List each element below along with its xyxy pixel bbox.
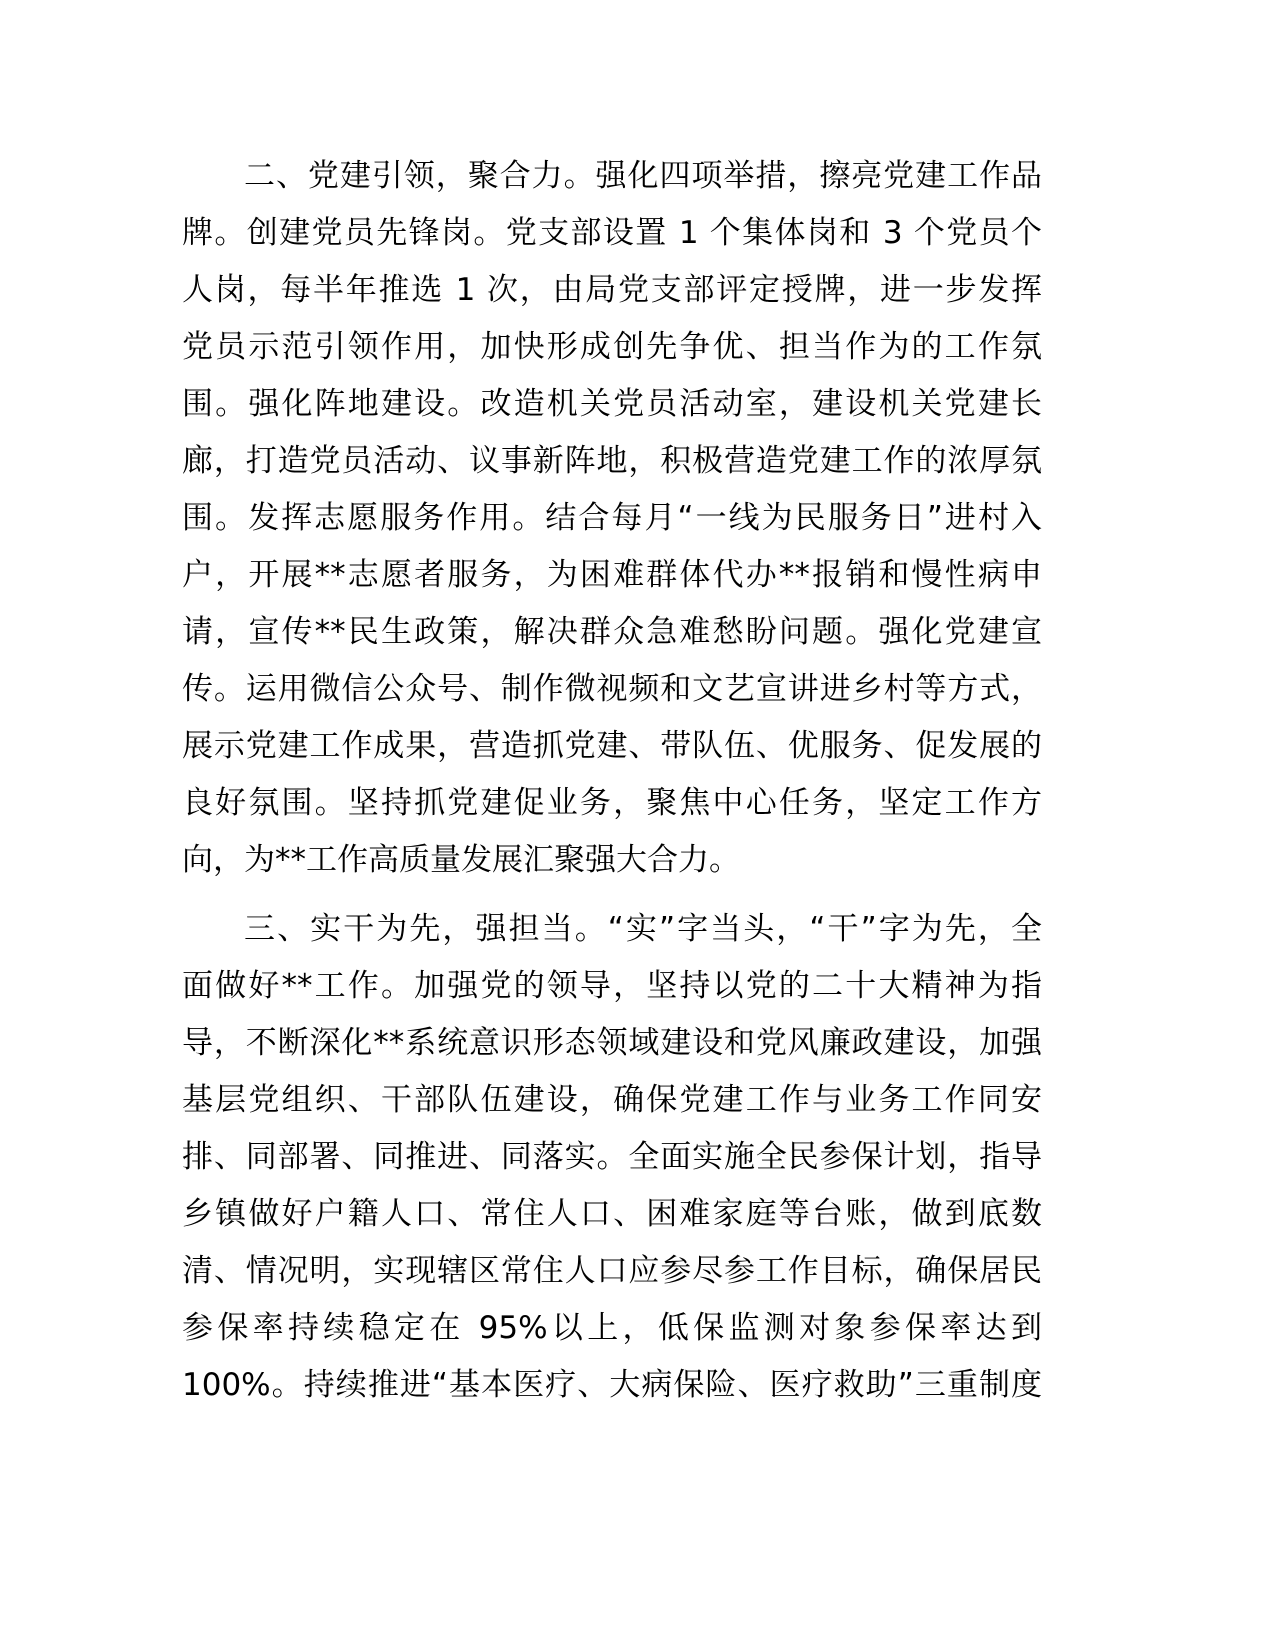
text-line: 展示党建工作成果，营造抓党建、带队伍、优服务、促发展的 [182,728,1042,764]
text-line: 牌。创建党员先锋岗。党支部设置 1 个集体岗和 3 个党员个 [182,215,1042,251]
text-line: 排、同部署、同推进、同落实。全面实施全民参保计划，指导 [182,1139,1042,1175]
paragraph-spacer [182,889,1042,901]
text-line: 廊，打造党员活动、议事新阵地，积极营造党建工作的浓厚氛 [182,443,1042,479]
text-line: 围。强化阵地建设。改造机关党员活动室，建设机关党建长 [182,386,1042,422]
text-line: 户，开展**志愿者服务，为困难群体代办**报销和慢性病申 [182,557,1042,593]
text-line: 良好氛围。坚持抓党建促业务，聚焦中心任务，坚定工作方 [182,785,1042,821]
text-line: 导，不断深化**系统意识形态领域建设和党风廉政建设，加强 [182,1025,1042,1061]
text-line: 参保率持续稳定在 95%以上，低保监测对象参保率达到 [182,1310,1042,1346]
text-line: 请，宣传**民生政策，解决群众急难愁盼问题。强化党建宣 [182,614,1042,650]
text-line: 二、党建引领，聚合力。强化四项举措，擦亮党建工作品 [244,158,1042,194]
text-line: 乡镇做好户籍人口、常住人口、困难家庭等台账，做到底数 [182,1196,1042,1232]
paragraph-party-building [182,148,1042,889]
text-line: 向，为**工作高质量发展汇聚强大合力。 [182,842,740,878]
document-body [182,148,1042,1414]
text-line: 100%。持续推进“基本医疗、大病保险、医疗救助”三重制度 [182,1367,1042,1403]
text-line: 三、实干为先，强担当。“实”字当头，“干”字为先，全 [244,911,1042,947]
text-line: 基层党组织、干部队伍建设，确保党建工作与业务工作同安 [182,1082,1042,1118]
text-line: 围。发挥志愿服务作用。结合每月“一线为民服务日”进村入 [182,500,1042,536]
text-line: 面做好**工作。加强党的领导，坚持以党的二十大精神为指 [182,968,1042,1004]
text-line: 人岗，每半年推选 1 次，由局党支部评定授牌，进一步发挥 [182,272,1042,308]
text-line: 清、情况明，实现辖区常住人口应参尽参工作目标，确保居民 [182,1253,1042,1289]
paragraph-hard-work [182,901,1042,1414]
text-line: 传。运用微信公众号、制作微视频和文艺宣讲进乡村等方式， [182,671,1042,707]
text-line: 党员示范引领作用，加快形成创先争优、担当作为的工作氛 [182,329,1042,365]
